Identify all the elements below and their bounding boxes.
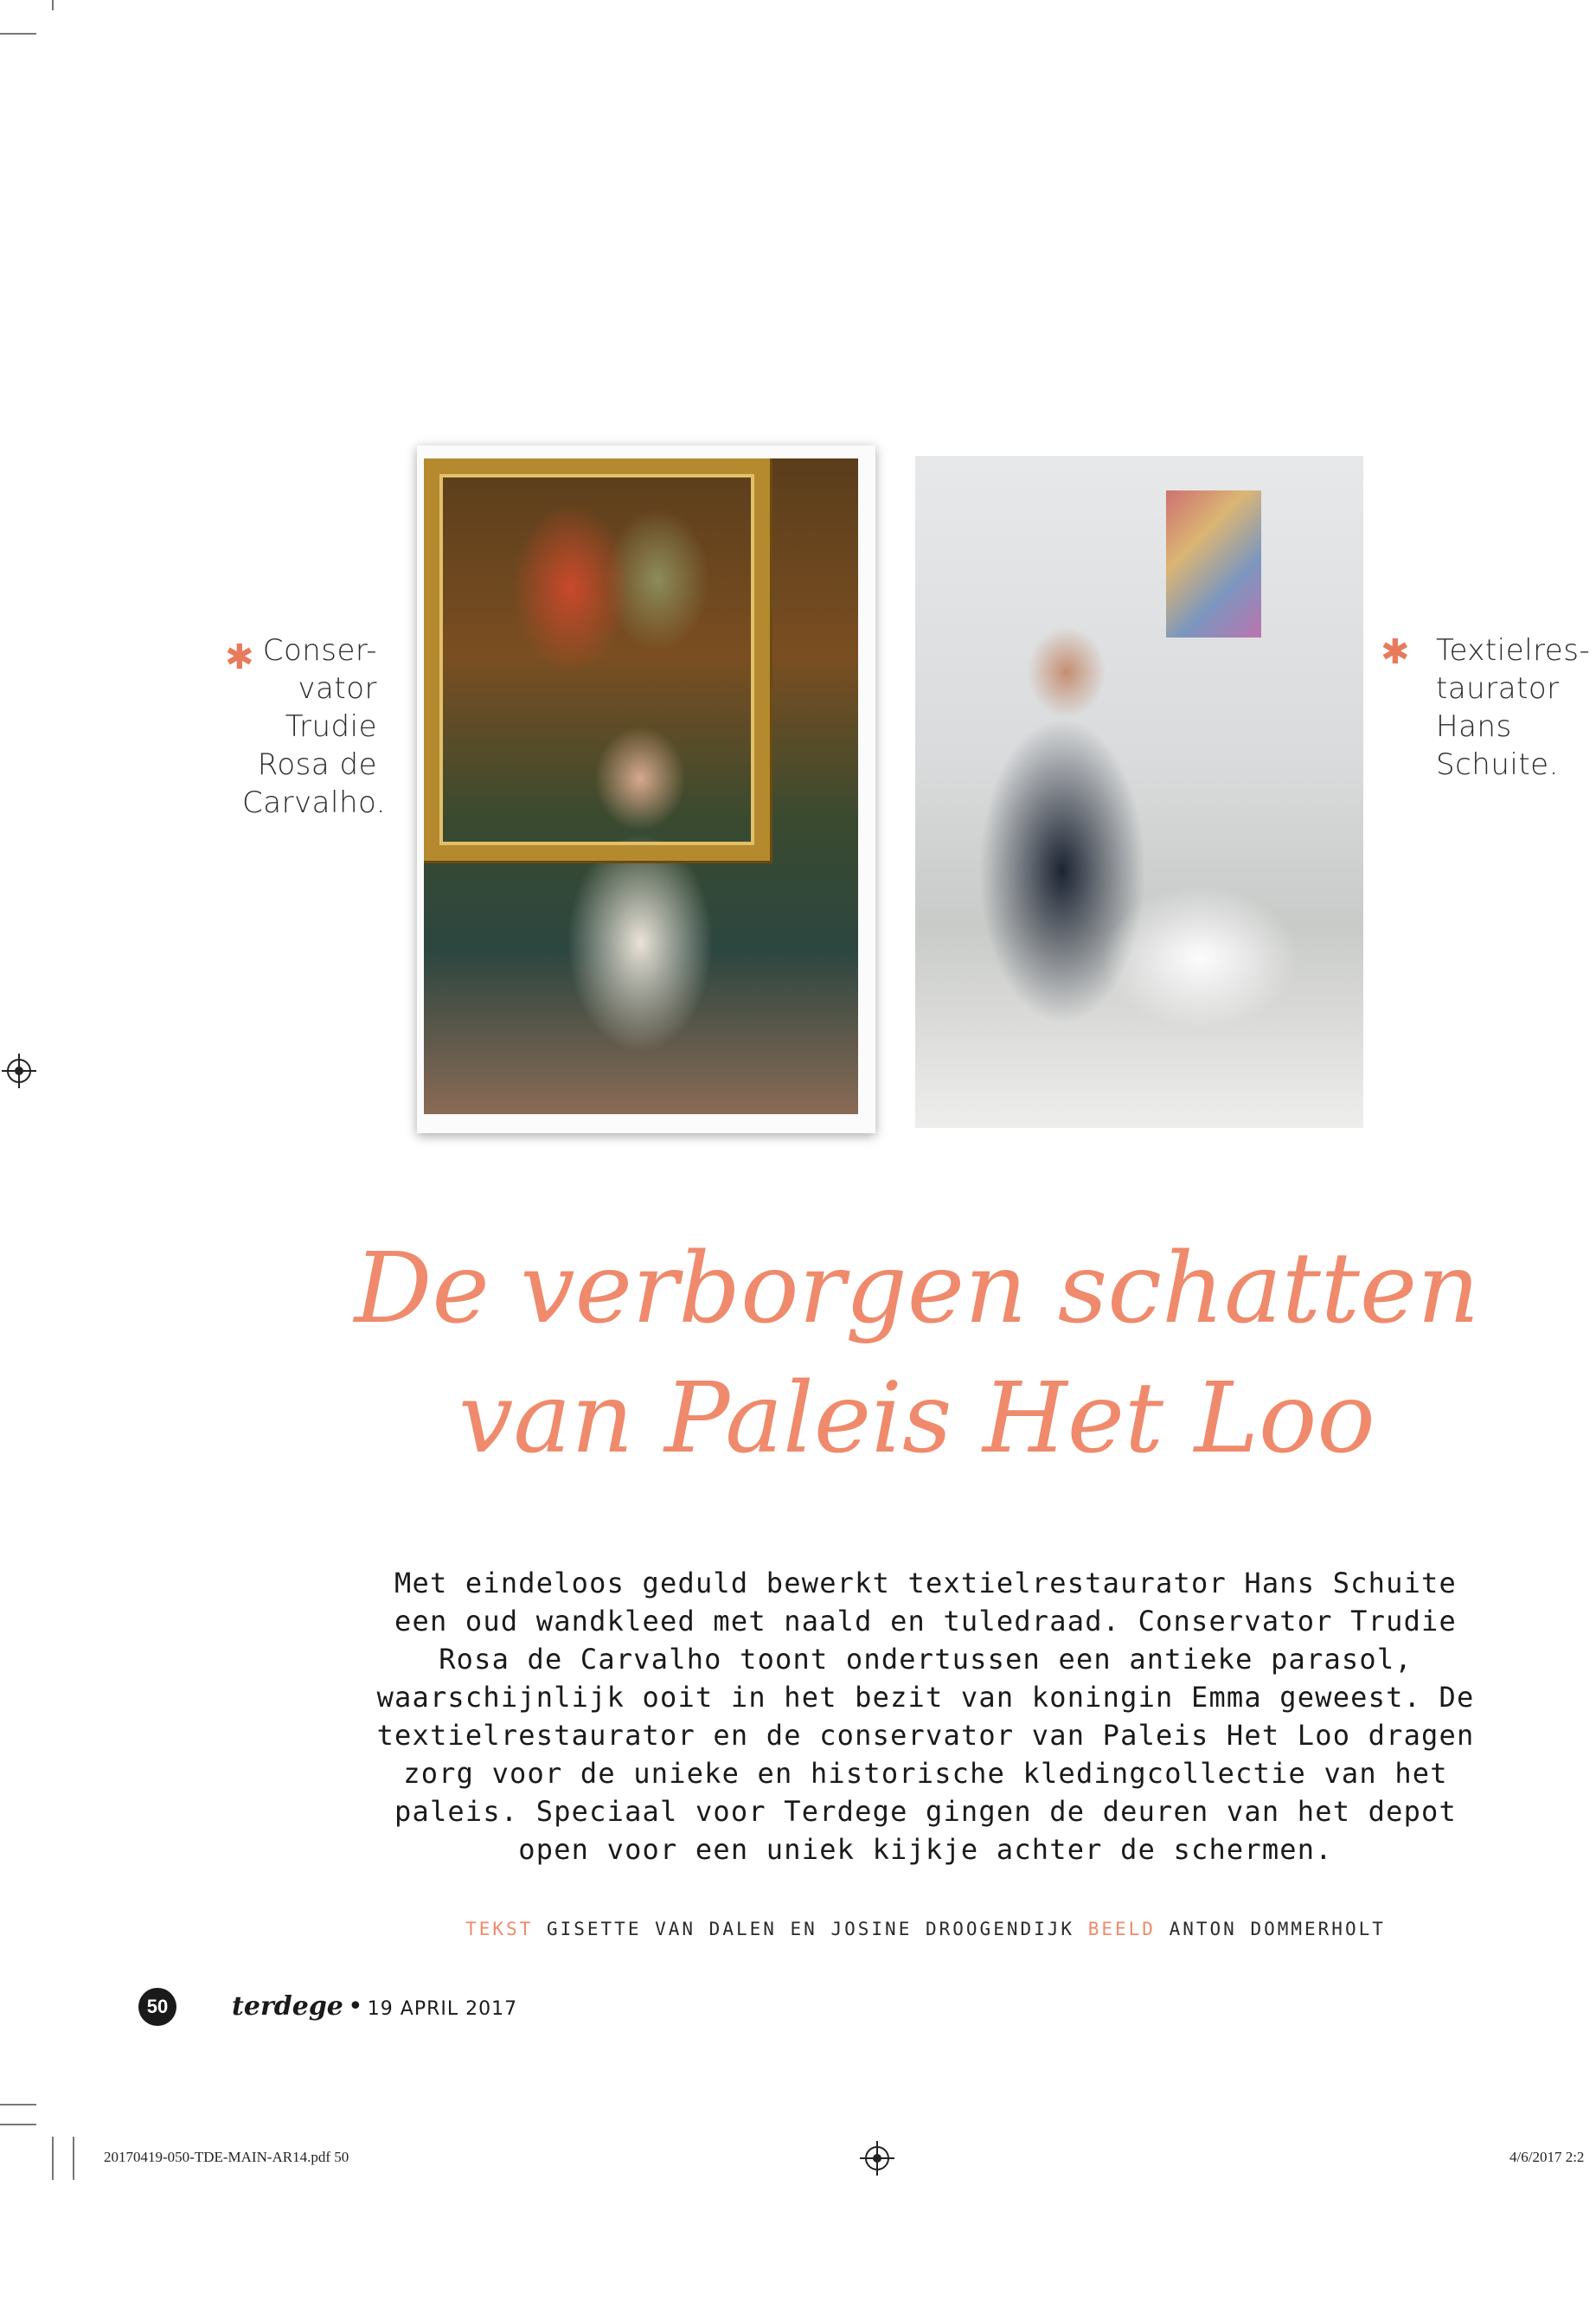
folio xyxy=(232,1991,517,2022)
credits-text-authors: GISETTE VAN DALEN EN JOSINE DROOGENDIJK xyxy=(546,1919,1075,1939)
intro-paragraph xyxy=(260,1564,1592,1868)
folio-separator: • xyxy=(347,1991,363,2022)
caption-line: Carvalho. xyxy=(242,785,387,820)
credits-line xyxy=(346,1919,1505,1939)
caption-line: Hans xyxy=(1436,709,1512,744)
caption-line: Schuite. xyxy=(1436,747,1559,782)
intro-line: zorg voor de unieke en historische kledingcollectie van het xyxy=(403,1757,1448,1790)
intro-line: Rosa de Carvalho toont ondertussen een antieke parasol, xyxy=(439,1643,1413,1676)
article-headline xyxy=(173,1224,1596,1484)
caption-line: Trudie xyxy=(285,709,377,744)
page-number: 50 xyxy=(138,1988,176,2026)
issue-date: 19 APRIL 2017 xyxy=(367,1998,518,2020)
credits-text-label: TEKST xyxy=(465,1919,534,1939)
intro-line: textielrestaurator en de conservator van Paleis Het Loo dragen xyxy=(376,1719,1475,1752)
intro-line: waarschijnlijk ooit in het bezit van koningin Emma geweest. De xyxy=(376,1681,1475,1714)
crop-mark-bottom-left-h xyxy=(0,2104,36,2106)
intro-line: Met eindeloos geduld bewerkt textielrestaurator Hans Schuite xyxy=(394,1567,1457,1599)
star-icon: ✱ xyxy=(225,638,254,677)
caption-left xyxy=(242,631,387,822)
registration-mark-icon xyxy=(7,1059,31,1083)
crop-mark-top-left-h xyxy=(0,33,36,35)
credits-photo-author: ANTON DOMMERHOLT xyxy=(1169,1919,1386,1939)
intro-line: paleis. Speciaal voor Terdege gingen de deuren van het depot xyxy=(394,1795,1457,1828)
caption-line: Textielres- xyxy=(1436,633,1591,668)
registration-mark-icon xyxy=(865,2146,889,2170)
credits-photo-label: BEELD xyxy=(1087,1919,1156,1939)
slug-filename: 20170419-050-TDE-MAIN-AR14.pdf 50 xyxy=(104,2149,349,2165)
crop-mark-bottom-left-h2 xyxy=(0,2124,36,2125)
photo-conservator xyxy=(424,458,858,1114)
slug-timestamp: 4/6/2017 2:2 xyxy=(1509,2149,1585,2165)
headline-line-1: De verborgen schatten xyxy=(354,1233,1480,1345)
painting-frame xyxy=(424,458,770,861)
intro-line: een oud wandkleed met naald en tuledraad. Conservator Trudie xyxy=(394,1605,1457,1638)
crop-mark-bottom-left-v2 xyxy=(73,2137,74,2180)
caption-line: taurator xyxy=(1436,671,1560,706)
crop-mark-top-left-v xyxy=(52,0,54,10)
headline-line-2: van Paleis Het Loo xyxy=(458,1362,1375,1475)
magazine-brand: terdege xyxy=(232,1991,343,2022)
intro-line: open voor een uniek kijkje achter de schermen. xyxy=(518,1833,1333,1866)
pinboard xyxy=(1166,490,1261,638)
caption-line: vator xyxy=(298,671,377,706)
caption-line: Rosa de xyxy=(257,747,377,782)
crop-mark-bottom-left-v xyxy=(52,2137,54,2180)
caption-right xyxy=(1436,631,1592,784)
caption-line: Conser- xyxy=(262,633,377,668)
star-icon: ✱ xyxy=(1381,632,1410,672)
photo-textile-restorer xyxy=(915,456,1363,1128)
